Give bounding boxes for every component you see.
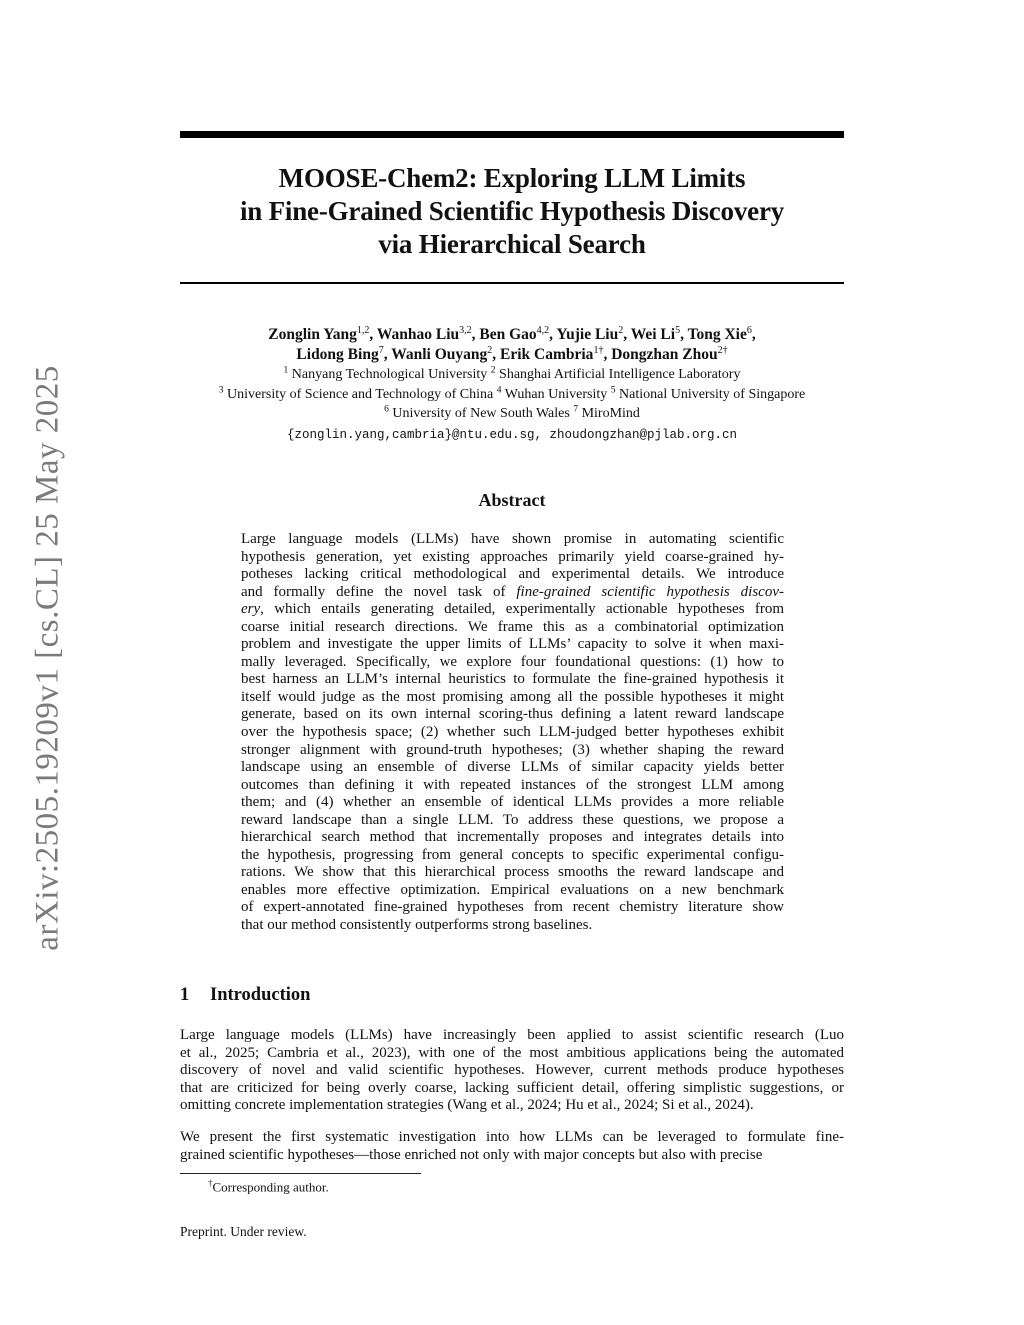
footnote-mark: †	[208, 1178, 213, 1188]
author-affil-mark: 7	[378, 344, 384, 356]
affil-name: National University of Singapore	[619, 386, 806, 402]
abstract-line: them; and (4) whether an ensemble of identical LLMs provides a more reliable	[241, 794, 784, 811]
abstract-line: potheses lacking critical methodological and experimental details. We introduce	[241, 566, 784, 583]
author-affil-mark: 1†	[593, 344, 604, 356]
author-affil-mark: 2	[618, 324, 624, 336]
author-name: Zonglin Yang	[268, 326, 357, 343]
affil-name: MiroMind	[581, 406, 640, 421]
author-name: Lidong Bing	[296, 346, 379, 363]
intro-paragraph	[180, 1027, 844, 1115]
abstract-line: ery, which entails generating detailed, experimentally actionable hypotheses from	[241, 601, 784, 618]
title-top-rule	[180, 131, 844, 138]
abstract-line: the hypothesis, progressing from general concepts to specific experimental configu-	[241, 846, 784, 863]
affil-num: 7	[573, 404, 579, 415]
abstract-line: hypothesis generation, yet existing approaches primarily yield coarse-grained hy-	[241, 548, 784, 565]
abstract-line: outcomes than defining it with repeated instances of the strongest LLM among	[241, 776, 784, 793]
author-affil-mark: 4,2	[536, 324, 550, 336]
abstract-line: problem and investigate the upper limits of LLMs’ capacity to solve it when maxi-	[241, 636, 784, 653]
title-bottom-rule	[180, 282, 844, 284]
footnote-text: Corresponding author.	[212, 1179, 329, 1195]
abstract-line: coarse initial research directions. We frame this as a combinatorial optimization	[241, 618, 784, 635]
abstract-heading: Abstract	[478, 490, 546, 510]
author-affil-mark: 1,2	[356, 324, 370, 336]
emphasized-term: ery	[241, 601, 261, 618]
intro-line: that are criticized for being overly coarse, lacking sufficient detail, offering simplistic suggestions, or	[180, 1079, 844, 1096]
abstract-line: reward landscape than a single LLM. To address these questions, we propose a	[241, 811, 784, 828]
intro-line: et al., 2025; Cambria et al., 2023), with one of the most ambitious applications being the automated	[180, 1044, 844, 1061]
author-affil-mark: 3,2	[459, 324, 472, 336]
abstract-line: over the hypothesis space; (2) whether such LLM-judged better hypotheses exhibit	[241, 724, 784, 741]
affil-name: Wuhan University	[504, 386, 608, 402]
title-line: MOOSE-Chem2: Exploring LLM Limits	[278, 163, 746, 193]
abstract-line: best harness an LLM’s internal heuristics to formulate the fine-grained hypothesis it	[241, 671, 784, 688]
affiliation-line	[150, 404, 874, 424]
affil-name: University of Science and Technology of China	[227, 386, 494, 402]
intro-paragraph	[180, 1129, 844, 1164]
abstract-line: of expert-annotated fine-grained hypotheses from recent chemistry literature show	[241, 899, 784, 916]
footnote-rule	[180, 1173, 421, 1174]
author-emails: {zonglin.yang,cambria}@ntu.edu.sg, zhoudongzhan@pjlab.org.cn	[286, 427, 738, 442]
author-name: Dongzhan Zhou	[611, 346, 718, 363]
abstract-line: Large language models (LLMs) have shown promise in automating scientific	[241, 531, 784, 547]
preprint-note: Preprint. Under review.	[180, 1224, 307, 1239]
abstract-line: mally leveraged. Specifically, we explore four foundational questions: (1) how to	[241, 653, 784, 670]
author-name: Wanli Ouyang	[391, 346, 488, 363]
author-name: Wei Li	[630, 326, 676, 343]
author-name: Wanhao Liu	[376, 326, 460, 343]
abstract-line: that our method consistently outperforms strong baselines.	[241, 917, 593, 934]
author-block	[150, 325, 874, 445]
emphasized-term: fine-grained scientific hypothesis discov-	[516, 583, 784, 600]
abstract-line: itself would judge as the most promising among all the possible hypotheses it might	[241, 688, 784, 705]
author-affil-mark: 6	[746, 324, 752, 336]
abstract-line: generate, based on its own internal scoring-thus defining a latent reward landscape	[241, 706, 784, 723]
abstract-line: hierarchical search method that incrementally proposes and integrates details into	[241, 829, 784, 846]
affil-name: University of New South Wales	[392, 406, 570, 421]
affil-num: 2	[490, 365, 496, 376]
title-line: in Fine-Grained Scientific Hypothesis Discovery	[239, 196, 785, 226]
intro-line: We present the first systematic investigation into how LLMs can be leveraged to formulate fine-	[180, 1129, 844, 1145]
affil-num: 3	[218, 384, 224, 395]
affil-num: 1	[283, 365, 289, 376]
author-affil-mark: 2†	[717, 344, 728, 356]
abstract-body	[241, 531, 784, 935]
intro-line: Large language models (LLMs) have increasingly been applied to assist scientific research (Luo	[180, 1027, 844, 1043]
author-affil-mark: 5	[675, 324, 681, 336]
abstract-line: landscape using an ensemble of diverse LLMs of similar capacity yields better	[241, 759, 784, 776]
abstract-line: enables more effective optimization. Empirical evaluations on a new benchmark	[241, 881, 784, 898]
title-line: via Hierarchical Search	[378, 229, 646, 259]
author-name: Erik Cambria	[500, 346, 594, 363]
affiliation-line	[150, 365, 874, 385]
affil-num: 4	[496, 384, 502, 395]
affil-name: Nanyang Technological University	[291, 367, 488, 382]
affil-num: 6	[384, 404, 389, 415]
author-name: Tong Xie	[687, 326, 747, 343]
arxiv-stamp: arXiv:2505.19209v1 [cs.CL] 25 May 2025	[29, 365, 66, 951]
affil-num: 5	[610, 384, 616, 395]
author-affil-mark: 2	[487, 344, 493, 356]
footnote	[208, 1178, 329, 1195]
abstract-line: rations. We show that this hierarchical process smooths the reward landscape and	[241, 864, 784, 881]
author-line: Zonglin Yang$^{1,2}$, Wanhao Liu$^{3,2}$, Ben Gao$^{4,2}$, Yujie Liu$^2$, Wei Li$^5$, Tong Xie$^6$,	[268, 324, 756, 343]
section-heading	[180, 985, 310, 1006]
author-line: Lidong Bing$^7$, Wanli Ouyang$^2$, Erik Cambria$^{1\dagger}$, Dongzhan Zhou$^{2\dagger}$	[296, 344, 728, 363]
author-name: Yujie Liu	[556, 326, 619, 343]
intro-line: discovery of novel and valid scientific hypotheses. However, current methods produce hypotheses	[180, 1062, 844, 1079]
intro-line: omitting concrete implementation strategies (Wang et al., 2024; Hu et al., 2024; Si et al., 2024).	[180, 1097, 754, 1114]
affil-name: Shanghai Artificial Intelligence Laboratory	[499, 367, 741, 382]
author-name: Ben Gao	[479, 326, 537, 343]
affiliation-line	[150, 385, 874, 405]
section-number: 1	[180, 985, 190, 1005]
intro-line: grained scientific hypotheses—those enriched not only with major concepts but also with precise	[180, 1146, 763, 1163]
abstract-line: stronger alignment with ground-truth hypotheses; (3) whether shaping the reward	[241, 741, 784, 758]
paper-title	[180, 162, 844, 261]
abstract-line: and formally define the novel task of fine-grained scientific hypothesis discov-	[241, 583, 784, 600]
section-title: Introduction	[210, 985, 311, 1005]
